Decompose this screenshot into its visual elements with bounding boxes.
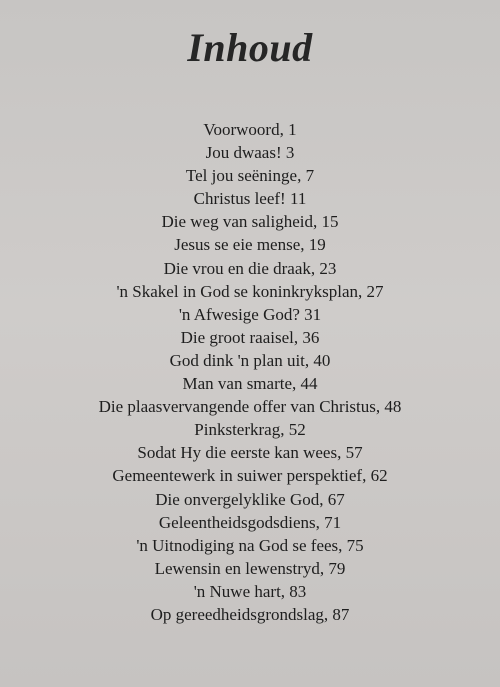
toc-entry: Die groot raaisel, 36 — [180, 327, 320, 347]
toc-entry: Geleentheidsgodsdiens, 71 — [158, 512, 342, 532]
toc-entry: Die weg van saligheid, 15 — [161, 212, 339, 232]
table-of-contents — [0, 118, 500, 626]
toc-entry: Man van smarte, 44 — [182, 374, 318, 394]
page-title: Inhoud — [187, 25, 313, 70]
toc-entry: Jou dwaas! 3 — [205, 143, 295, 163]
toc-entry: 'n Uitnodiging na God se fees, 75 — [136, 535, 364, 555]
toc-entry: Die onvergelyklike God, 67 — [155, 489, 345, 509]
toc-entry: Christus leef! 11 — [193, 189, 307, 209]
toc-entry: 'n Nuwe hart, 83 — [193, 581, 307, 601]
toc-entry: Op gereedheidsgrondslag, 87 — [150, 604, 350, 624]
toc-entry: Die plaasvervangende offer van Christus, 48 — [98, 397, 402, 417]
toc-entry: Die vrou en die draak, 23 — [163, 258, 337, 278]
toc-entry: 'n Skakel in God se koninkryksplan, 27 — [116, 281, 384, 301]
toc-entry: Jesus se eie mense, 19 — [174, 235, 326, 255]
toc-entry: Sodat Hy die eerste kan wees, 57 — [137, 443, 363, 463]
toc-entry: Pinksterkrag, 52 — [194, 420, 306, 440]
toc-entry: Tel jou seëninge, 7 — [185, 166, 315, 186]
toc-entry: Gemeentewerk in suiwer perspektief, 62 — [112, 466, 388, 486]
toc-entry: 'n Afwesige God? 31 — [178, 304, 322, 324]
toc-entry: God dink 'n plan uit, 40 — [169, 350, 331, 370]
toc-entry: Lewensin en lewenstryd, 79 — [154, 558, 346, 578]
toc-entry: Voorwoord, 1 — [203, 120, 297, 139]
